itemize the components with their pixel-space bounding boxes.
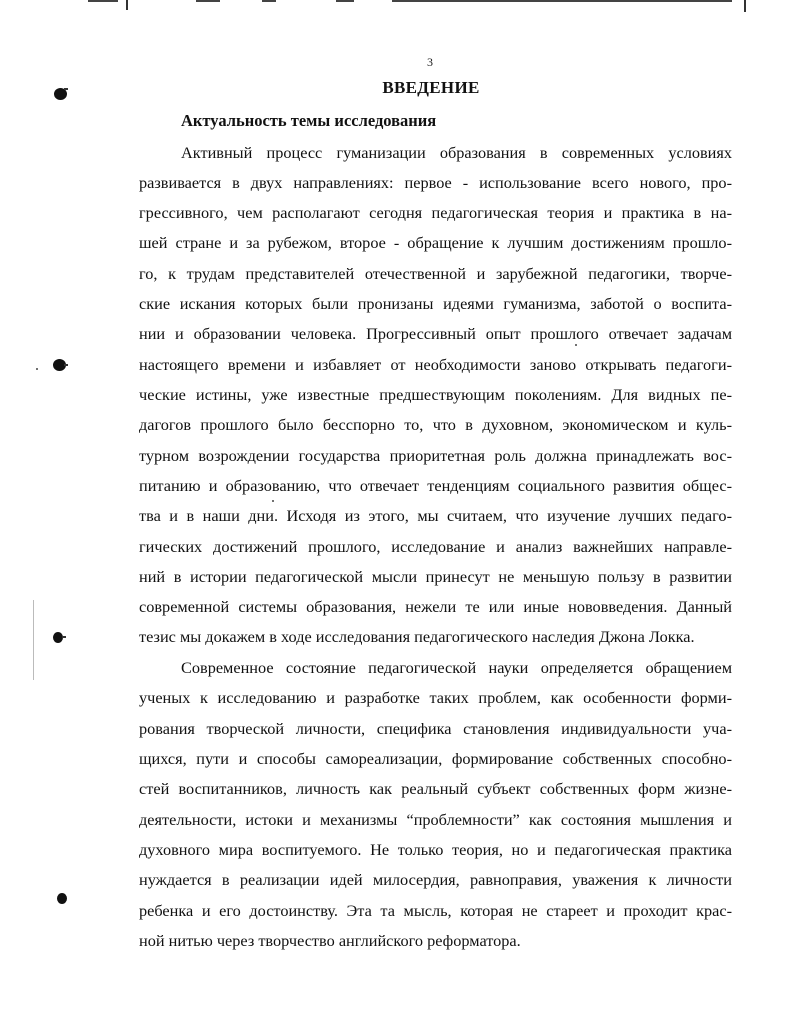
scan-dash bbox=[336, 0, 354, 2]
punch-hole-tick bbox=[62, 636, 66, 638]
text-line: ребенка и его достоинству. Эта та мысль, которая не стареет и проходит крас- bbox=[139, 901, 732, 920]
text-line: ученых к исследованию и разработке таких проблем, как особенности форми- bbox=[139, 688, 732, 707]
subsection-heading: Актуальность темы исследования bbox=[181, 111, 437, 130]
text-line: Современное состояние педагогической науки определяется обращением bbox=[181, 658, 732, 677]
text-line: шей стране и за рубежом, второе - обращение к лучшим достижениям прошло- bbox=[139, 233, 732, 252]
text-line: развивается в двух направлениях: первое - использование всего нового, про- bbox=[139, 173, 732, 192]
text-line: дагогов прошлого было бесспорно то, что в духовном, экономическом и куль- bbox=[139, 415, 732, 434]
scan-mark bbox=[744, 0, 746, 12]
scan-top-edge bbox=[0, 0, 792, 12]
text-line: гических достижений прошлого, исследование и анализ важнейших направле- bbox=[139, 537, 732, 556]
text-line: тезис мы докажем в ходе исследования педагогического наследия Джона Локка. bbox=[139, 627, 695, 646]
scan-dash bbox=[262, 0, 276, 2]
scan-mark bbox=[126, 0, 128, 10]
text-line: Активный процесс гуманизации образования в современных условиях bbox=[181, 143, 732, 162]
scan-dash bbox=[88, 0, 118, 2]
text-line: питанию и образованию, что отвечает тенденциям социального развития общес- bbox=[139, 476, 732, 495]
punch-hole-mark bbox=[57, 893, 67, 904]
text-line: современной системы образования, нежели те или иные нововведения. Данный bbox=[139, 597, 732, 616]
text-line: ческие истины, уже известные предшествующим поколениям. Для видных пе- bbox=[139, 385, 732, 404]
punch-hole-tick bbox=[64, 88, 68, 90]
text-line: тва и в наши дни. Исходя из этого, мы считаем, что изучение лучших педаго- bbox=[139, 506, 732, 525]
text-line: го, к трудам представителей отечественной и зарубежной педагогики, творче- bbox=[139, 264, 732, 283]
text-line: настоящего времени и избавляет от необходимости заново открывать педагоги- bbox=[139, 355, 732, 374]
text-line: стей воспитанников, личность как реальный субъект собственных форм жизне- bbox=[139, 779, 732, 798]
margin-rule bbox=[33, 600, 34, 680]
scan-dash bbox=[196, 0, 220, 2]
text-line: нии и образовании человека. Прогрессивный опыт прошлого отвечает задачам bbox=[139, 324, 732, 343]
text-line: ний в истории педагогической мысли принесут не меньшую пользу в развитии bbox=[139, 567, 732, 586]
text-line: щихся, пути и способы самореализации, формирование собственных способно- bbox=[139, 749, 732, 768]
text-line: деятельности, истоки и механизмы “проблемности” как состояния мышления и bbox=[139, 810, 732, 829]
text-line: рования творческой личности, специфика становления индивидуальности уча- bbox=[139, 719, 732, 738]
scan-speck bbox=[36, 368, 38, 370]
text-line: нуждается в реализации идей милосердия, равноправия, уважения к личности bbox=[139, 870, 732, 889]
text-line: грессивного, чем располагают сегодня педагогическая теория и практика в на- bbox=[139, 203, 732, 222]
text-line: турном возрождении государства приоритетная роль должна принадлежать вос- bbox=[139, 446, 732, 465]
punch-hole-tick bbox=[64, 364, 68, 366]
text-line: ной нитью через творчество английского реформатора. bbox=[139, 931, 521, 950]
text-line: духовного мира воспитуемого. Не только теория, но и педагогическая практика bbox=[139, 840, 732, 859]
page-number: 3 bbox=[427, 55, 433, 69]
text-line: ские искания которых были пронизаны идеями гуманизма, заботой о воспита- bbox=[139, 294, 732, 313]
scan-dash bbox=[392, 0, 732, 2]
section-heading: ВВЕДЕНИЕ bbox=[382, 78, 480, 97]
